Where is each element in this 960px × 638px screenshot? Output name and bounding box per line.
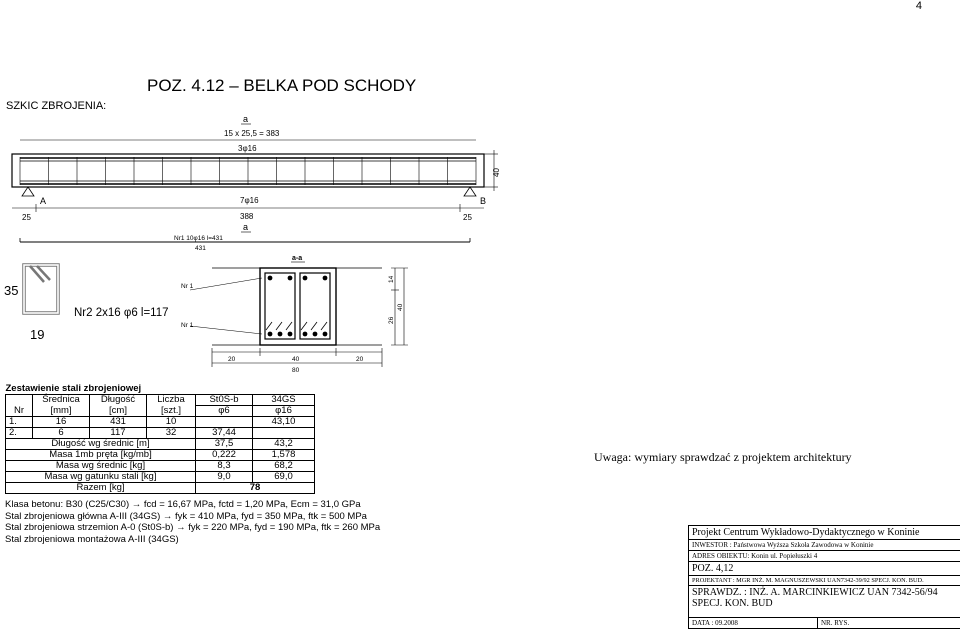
- project-name: Projekt Centrum Wykładowo-Dydaktycznego w Koninie: [689, 526, 960, 540]
- table-row: 1. 16 431 10 43,10: [6, 417, 315, 428]
- table-row: 2. 6 117 32 37,44: [6, 428, 315, 439]
- bar1-length: 431: [195, 245, 206, 252]
- section-mark-bottom: a: [243, 222, 249, 232]
- section-dim-14: 14: [388, 275, 395, 283]
- left-support-dim: 25: [22, 213, 31, 222]
- col-st0s-diam: φ6: [196, 406, 253, 417]
- steel-schedule-table: [5, 384, 315, 494]
- stirrup-label: Nr2 2x16 φ6 l=117: [74, 307, 169, 319]
- page-number: 4: [915, 0, 922, 12]
- total-row: [6, 483, 315, 494]
- col-34gs: 34GS: [253, 395, 315, 406]
- section-label: a-a: [292, 255, 303, 262]
- support-a: A: [40, 196, 47, 206]
- right-support-dim: 25: [463, 213, 472, 222]
- support-b-symbol: [464, 187, 476, 196]
- support-b: B: [480, 196, 487, 206]
- summary-row: Masa wg średnic [kg] 8,3 68,2: [6, 461, 315, 472]
- title-block: [688, 525, 960, 629]
- section-width-20-left: 20: [228, 356, 236, 363]
- col-34gs-diam: φ16: [253, 406, 315, 417]
- bottom-bars-label: 7φ16: [240, 196, 259, 205]
- total-label: Razem [kg]: [6, 483, 196, 494]
- total-value: 78: [196, 483, 315, 494]
- summary-row: Masa 1mb pręta [kg/mb] 0,222 1,578: [6, 450, 315, 461]
- top-bars-label: 3φ16: [238, 144, 257, 153]
- architecture-note: Uwaga: wymiary sprawdzać z projektem architektury: [594, 450, 852, 464]
- main-steel: Stal zbrojeniowa główna A-III (34GS) → fyk = 410 MPa, fyd = 350 MPa, ftk = 500 MPa: [5, 510, 367, 522]
- material-specs: [5, 499, 380, 545]
- stirrup-height-dim: 35: [4, 283, 19, 298]
- col-st0s: St0S-b: [196, 395, 253, 406]
- nr1-bottom-label: Nr 1: [181, 322, 194, 329]
- specialty: SPECJ. KON. BUD: [689, 598, 960, 618]
- nr1-top-label: Nr 1: [181, 283, 194, 290]
- sheet-number: NR. RYS.: [821, 619, 850, 627]
- bar1-label: Nr1 10φ16 l=431: [174, 235, 223, 242]
- col-nr: Nr: [6, 406, 33, 417]
- sketch-label: SZKIC ZBROJENIA:: [6, 100, 107, 112]
- page-title: POZ. 4.12 – BELKA POD SCHODY: [147, 76, 417, 95]
- position: POZ. 4,12: [689, 562, 960, 576]
- summary-row: Długość wg średnic [m] 37,5 43,2: [6, 439, 315, 450]
- summary-row: Masa wg gatunku stali [kg] 9,0 69,0: [6, 472, 315, 483]
- checker: SPRAWDZ. : INŻ. A. MARCINKIEWICZ UAN 7342-56/94: [692, 587, 938, 598]
- object-address: ADRES OBIEKTU: Konin ul. Popiełuszki 4: [689, 551, 960, 562]
- table-heading: Zestawienie stali zbrojeniowej: [5, 383, 142, 394]
- designer: PROJEKTANT : MGR INŻ. M. MAGNUSZEWSKI UAN7342-39/92 SPECJ. KON. BUD.: [689, 576, 960, 586]
- date: DATA : 09.2008: [689, 618, 818, 628]
- col-diameter-unit: [mm]: [33, 406, 90, 417]
- stirrup-width-dim: 19: [30, 327, 45, 342]
- col-diameter: Średnica: [33, 395, 90, 406]
- col-length-unit: [cm]: [90, 406, 147, 417]
- section-width-40: 40: [292, 356, 300, 363]
- mounting-steel: Stal zbrojeniowa montażowa A-III (34GS): [5, 533, 179, 545]
- section-dim-26: 26: [388, 316, 395, 324]
- section-width-80: 80: [292, 367, 300, 374]
- section-mark-top: a: [243, 114, 249, 124]
- investor: INWESTOR : Państwowa Wyższa Szkoła Zawodowa w Koninie: [689, 540, 960, 551]
- section-width-20-right: 20: [356, 356, 364, 363]
- date-sheet-row: [689, 618, 960, 628]
- height-dim: 40: [492, 168, 501, 177]
- col-count: Liczba: [147, 395, 196, 406]
- support-a-symbol: [22, 187, 34, 196]
- section-dim-40: 40: [397, 303, 404, 311]
- span-dim: 388: [240, 212, 254, 221]
- stirrup-steel: Stal zbrojeniowa strzemion A-0 (St0S-b) → fyk = 220 MPa, fyd = 190 MPa, ftk = 260 MPa: [5, 522, 381, 533]
- col-count-unit: [szt.]: [147, 406, 196, 417]
- col-length: Długość: [90, 395, 147, 406]
- stirrup-spacing: 15 x 25,5 = 383: [224, 129, 280, 138]
- concrete-class: Klasa betonu: B30 (C25/C30) → fcd = 16,67 MPa, fctd = 1,20 MPa, Ecm = 31,0 GPa: [5, 499, 361, 510]
